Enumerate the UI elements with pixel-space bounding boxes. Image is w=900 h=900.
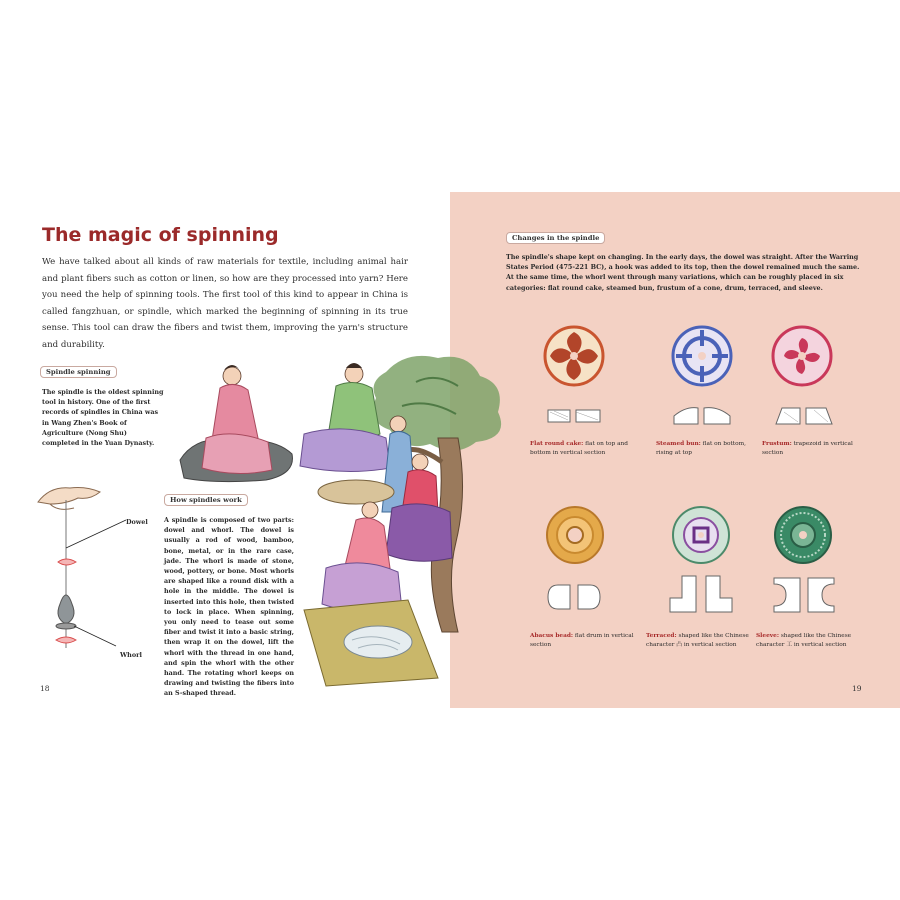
abacus-bead-section-icon xyxy=(546,582,602,612)
changes-text: The spindle's shape kept on changing. In the early days, the dowel was straight. After the Warring States Period (475-221 BC), a hook was added to its top, then the dowel remained much the same. At the same time, the whorl went through many variations, which can be roughly placed in six categories: flat round cake, steamed bun, frustum of a cone, drum, terraced, and sleeve. xyxy=(506,253,860,292)
women-spinning-illustration-icon xyxy=(176,342,508,694)
terraced-caption: Terraced: shaped like the Chinese character 凸 in vertical section xyxy=(646,633,749,648)
frustum-whorl-icon xyxy=(770,324,834,388)
sleeve-section-icon xyxy=(772,576,836,614)
sleeve-caption: Sleeve: shaped like the Chinese character 工 in vertical section xyxy=(756,633,852,648)
terraced-section-icon xyxy=(668,574,734,614)
frustum-caption: Frustum: trapezoid in vertical section xyxy=(762,441,853,456)
whorl-label: Whorl xyxy=(120,651,142,659)
page-number-right: 19 xyxy=(852,684,862,693)
dowel-label: Dowel xyxy=(126,518,148,526)
abacus-bead-caption: Abacus bead: flat drum in vertical section xyxy=(530,633,634,648)
right-page xyxy=(450,192,900,708)
how-spindles-work-text: A spindle is composed of two parts: dowel and whorl. The dowel is usually a rod of wood, bamboo, bone, metal, or in the rare case, jade. The whorl is made of stone, wood, pottery, or bone. Most whorls are shaped like a round disk with a hole in the middle. The dowel is inserted into this hole, then twisted to lock in place. When spinning, you only need to tease out some fiber and twist it into a basic string, then wrap it on the dowel, lift the whorl with the thread in one hand, and spin the whorl with the other hand. The rotating whorl keeps on drawing and twisting the fibers into an S-shaped thread. xyxy=(164,516,294,698)
frustum-section-icon xyxy=(774,404,834,426)
page-number-left: 18 xyxy=(40,684,50,693)
page-title: The magic of spinning xyxy=(42,224,279,246)
changes-in-spindle-label: Changes in the spindle xyxy=(506,232,605,244)
steamed-bun-whorl-icon xyxy=(670,324,734,388)
how-spindles-work-label: How spindles work xyxy=(164,494,248,506)
steamed-bun-caption: Steamed bun: flat on bottom, rising at top xyxy=(656,441,746,456)
flat-round-cake-section-icon xyxy=(546,406,602,426)
flat-round-cake-caption: Flat round cake: flat on top and bottom in vertical section xyxy=(530,441,629,456)
terraced-whorl-icon xyxy=(670,504,732,566)
spindle-spinning-label: Spindle spinning xyxy=(40,366,117,378)
spindle-diagram-icon xyxy=(30,478,160,664)
book-spread xyxy=(0,192,900,708)
steamed-bun-section-icon xyxy=(672,404,732,426)
flat-round-cake-whorl-icon xyxy=(542,324,606,388)
intro-paragraph: We have talked about all kinds of raw materials for textile, including animal hair and plant fibers such as cotton or linen, so how are they processed into yarn? Here you need the help of spinning tools. The first tool of this kind to appear in China is called fangzhuan, or spindle, which marked the beginning of spinning in its true sense. This tool can draw the fibers and twist them, improving the yarn's structure and durability. xyxy=(42,257,408,350)
sleeve-whorl-icon xyxy=(772,504,834,566)
spindle-spinning-text: The spindle is the oldest spinning tool in history. One of the first records of spindles in China was in Wang Zhen's Book of Agriculture (Nong Shu) completed in the Yuan Dynasty. xyxy=(42,388,164,448)
abacus-bead-whorl-icon xyxy=(544,504,606,566)
